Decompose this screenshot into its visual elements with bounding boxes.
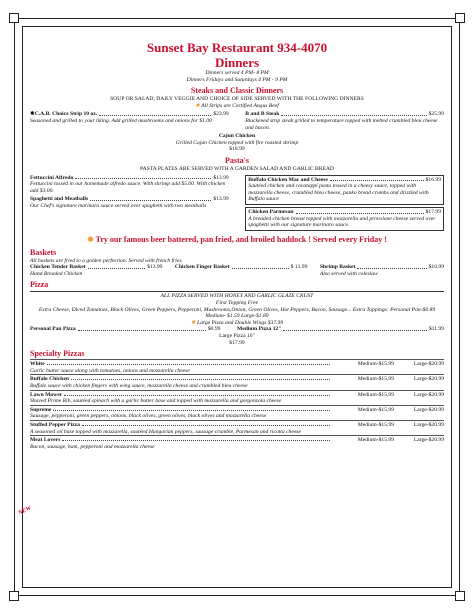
baskets-row (30, 264, 444, 277)
restaurant-title: Sunset Bay Restaurant 934-4070 (146, 40, 328, 55)
menu-item (30, 196, 229, 209)
item-price: $17.99 (425, 208, 441, 215)
item-name: Lawn Mower (30, 391, 63, 398)
menu-item (30, 326, 220, 333)
item-name: B and B Steak (245, 111, 280, 118)
item-price: $13.99 (147, 264, 163, 271)
item-price: $16.99 (425, 176, 441, 183)
item-price-medium: Medium-$15.99 (357, 376, 394, 383)
item-name: Chicken Parmesan (248, 208, 294, 215)
menu-content (30, 40, 444, 450)
menu-item (30, 175, 229, 195)
pasta-left-col (30, 175, 229, 231)
pasta-right-col (245, 175, 444, 231)
item-price: $23.99 (213, 111, 229, 118)
first-topping-note: First Topping Free (215, 300, 259, 307)
menu-subtitle: Dinners (214, 55, 260, 70)
star-icon: ✸ (195, 102, 200, 109)
item-price-medium: Medium-$15.99 (357, 406, 394, 413)
menu-item (237, 326, 444, 333)
item-price-large: Large-$20.99 (413, 437, 444, 444)
pizza-sizes-row (30, 326, 444, 333)
section-title-steaks: Steaks and Classic Dinners (190, 86, 284, 96)
item-name: Shrimp Basket (319, 264, 356, 271)
item-price: $ 13.99 (290, 264, 308, 271)
divider (30, 291, 444, 292)
item-desc: Bacon, sausage, ham, pepperoni and mozzarella cheese (30, 443, 155, 450)
item-desc: Hand Breaded Chicken (30, 270, 83, 277)
section-title-pastas: Pasta's (225, 155, 249, 165)
list-item (30, 390, 444, 405)
list-item (30, 405, 444, 420)
haddock-promo: ✸ Try our famous beer battered, pan fried, and broiled haddock ! Served every Friday ! (87, 234, 387, 244)
item-desc: Buffalo sauce with chicken fingers with wing sauce, mozzarella cheese and crumbled bleu cheese (30, 383, 248, 389)
item-price-medium: Medium-$15.99 (357, 391, 394, 398)
menu-item (30, 111, 229, 131)
steaks-row (30, 111, 444, 131)
corner-ornament (455, 591, 465, 601)
list-item (30, 420, 444, 435)
item-name: Cajun Chicken (218, 133, 256, 140)
item-desc: Our Chef's signature marinara sauce served over spaghetti with two meatballs (30, 202, 207, 209)
menu-item (30, 133, 444, 153)
item-price: $11.99 (428, 326, 444, 333)
section-note: ALL PIZZA SERVED WITH HONEY AND GARLIC GLAZE CRUST (160, 293, 314, 300)
menu-item (320, 264, 444, 277)
item-desc: Grilled Cajun Chicken topped with fire roasted shrimp (175, 139, 299, 146)
item-price: $16.99 (428, 264, 444, 271)
item-name: Chicken Tender Basket (30, 264, 86, 271)
item-desc: Garlic butter sauce along with tomatoes, onions and mozzarella cheese (30, 367, 190, 374)
menu-item (245, 111, 444, 131)
item-name: Buffalo Chicken (30, 376, 70, 383)
item-price-large: Large-$20.99 (413, 361, 444, 368)
item-price-large: Large-$20.99 (413, 391, 444, 398)
item-price-large: Large-$20.99 (413, 421, 444, 428)
menu-item (245, 207, 444, 231)
pizza-deal: ✸ Large Pizza and Double Wings $37.99 (190, 319, 284, 326)
hours-line: Dinners served 4 PM- 8 PM (205, 70, 269, 76)
star-icon: ✸ (87, 234, 94, 244)
corner-ornament (9, 591, 19, 601)
section-note: PASTA PLATES ARE SERVED WITH A GARDEN SALAD AND GARLIC BREAD (140, 165, 334, 172)
item-price-large: Large-$20.99 (413, 376, 444, 383)
list-item (30, 359, 444, 374)
item-desc: Fettuccini tossed in our homemade alfredo sauce. With shrimp add $5.00. With chicken add $3.00. (30, 181, 226, 194)
list-item (30, 435, 444, 450)
toppings-list: Extra Cheese, Diced Tomatoes, Black Olives, Green Peppers, Pepperoni, Mushrooms,Onion, Green Olives, Hot Peppers, Bacon, Sausage... Extra Toppings: Personal Pan-$0.89 Medium- $1.59 Large-$1.89 (38, 306, 436, 320)
item-name: C.A.B. Choice Strip 10 oz. (34, 111, 98, 118)
star-icon: ✸ (30, 111, 35, 118)
item-price: $17.99 (229, 339, 245, 346)
item-name: Buffalo Chicken Mac and Cheese (248, 176, 328, 183)
item-name: Supreme (30, 406, 52, 413)
item-desc: A seasoned oil base topped with mozzarella, sautéed Hungarian peppers, sausage crumble, Parmesan and ricotta cheese (30, 428, 301, 435)
menu-item (30, 333, 444, 346)
item-price: $25.99 (428, 111, 444, 118)
item-name: White (30, 361, 45, 368)
item-name: Fettuccini Alfredo (30, 174, 74, 181)
item-price-medium: Medium-$15.99 (357, 421, 394, 428)
item-name: Meat Lovers (30, 437, 61, 444)
item-desc: Seasoned and grilled to your liking. Add grilled mushrooms and onions for $1.00 (30, 117, 212, 124)
pastas-row (30, 175, 444, 231)
item-price-medium: Medium-$15.99 (357, 437, 394, 444)
menu-item (175, 264, 307, 277)
new-badge: NEW (17, 505, 33, 517)
section-note: All baskets are fried to a golden perfection. Served with french fries. (30, 257, 183, 264)
item-name: Personal Pan Pizza (30, 326, 76, 333)
item-name: Stuffed Pepper Pizza (30, 421, 80, 428)
angus-note: ✸ All Strips are Certified Angus Beef (195, 102, 279, 109)
list-item (30, 374, 444, 389)
item-price: $18.99 (229, 146, 245, 153)
star-icon: ✸ (190, 319, 196, 326)
item-name: Chicken Finger Basket (174, 264, 230, 271)
item-desc: Sausage, pepperoni, green peppers, onions, black olives, green olives, black olives and mozzarella cheese (30, 413, 267, 420)
corner-ornament (9, 13, 19, 23)
item-name: Large Pizza 16" (219, 333, 255, 340)
hours-line: Dinners Fridays and Saturdays 4 PM - 9 PM (186, 76, 288, 83)
section-title-baskets: Baskets (30, 247, 57, 257)
item-desc: Shaved Prime Rib, sautéed spinach with a garlic butter base and topped with mozzarella and gorgonzola cheese (30, 398, 282, 405)
item-name: Spaghetti and Meatballs (30, 196, 89, 203)
corner-ornament (455, 13, 465, 23)
item-price: $13.99 (213, 196, 229, 203)
item-price: $13.99 (213, 174, 229, 181)
item-desc: Also served with coleslaw (319, 270, 378, 277)
item-price: $6.99 (207, 326, 221, 333)
menu-item (30, 264, 162, 277)
section-note: SOUP OR SALAD, DAILY VEGGIE AND CHOICE OF SIDE SERVED WITH THE FOLLOWING DINNERS (110, 96, 364, 103)
item-desc: A breaded chicken breast topped with mozzarella and provolone cheese served over spaghetti with our signature marinara sauce. (248, 215, 436, 229)
item-name: Medium Pizza 12" (237, 326, 282, 333)
section-title-specialty: Specialty Pizzas (30, 349, 85, 359)
section-title-pizza: Pizza (30, 280, 49, 290)
specialty-list (30, 359, 444, 450)
item-desc: Sautéed chicken and cavatappi pasta tossed in a cheesy sauce, topped with mozzarella cheese, crumbled bleu cheese, panko bread crumbs and drizzled with Buffalo sauce (248, 183, 429, 203)
item-price-medium: Medium-$15.99 (357, 361, 394, 368)
item-desc: Blackened strip steak grilled to temperature topped with melted crumbled bleu cheese and bacon. (245, 117, 438, 131)
item-price-large: Large-$20.99 (413, 406, 444, 413)
menu-item (245, 175, 444, 205)
